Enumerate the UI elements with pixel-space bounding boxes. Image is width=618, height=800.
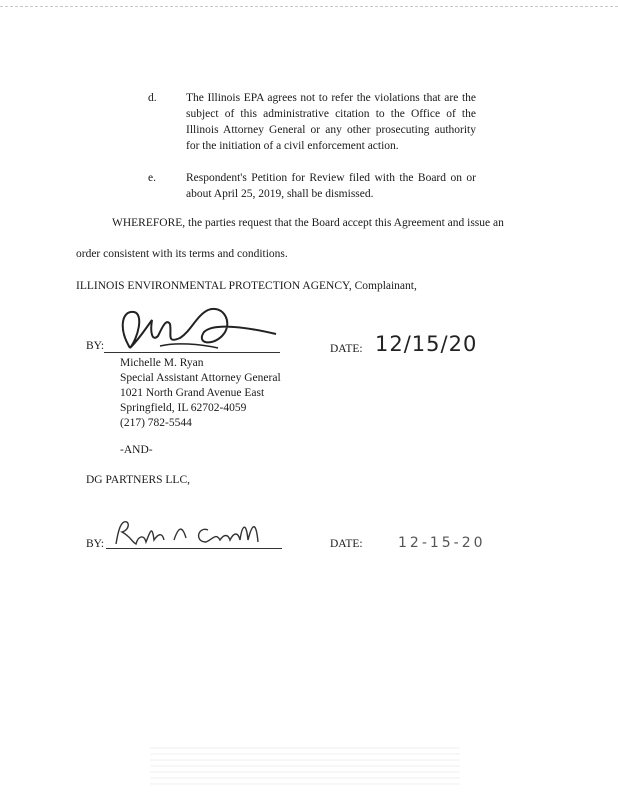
wherefore-line-2: order consistent with its terms and conditions. bbox=[76, 248, 288, 260]
signatory-title: Special Assistant Attorney General bbox=[120, 372, 281, 384]
complainant-date-label: DATE: bbox=[330, 343, 363, 355]
respondent-by-label: BY: bbox=[86, 538, 105, 550]
complainant-signature-image bbox=[100, 298, 290, 362]
respondent-date-label: DATE: bbox=[330, 538, 363, 550]
complainant-heading: ILLINOIS ENVIRONMENTAL PROTECTION AGENCY, Complainant, bbox=[76, 280, 417, 292]
wherefore-line-1: WHEREFORE, the parties request that the Board accept this Agreement and issue an bbox=[112, 217, 504, 229]
respondent-heading: DG PARTNERS LLC, bbox=[86, 474, 190, 486]
respondent-signature-image bbox=[108, 510, 268, 554]
agreement-item-d bbox=[148, 90, 478, 160]
scan-artifact-line bbox=[0, 6, 618, 7]
item-letter: e. bbox=[148, 172, 156, 184]
complainant-date-value: 12/15/20 bbox=[375, 332, 478, 356]
item-letter: d. bbox=[148, 92, 157, 104]
item-text: Respondent's Petition for Review filed with the Board on or about April 25, 2019, shall be dismissed. bbox=[186, 172, 476, 200]
address-line-2: Springfield, IL 62702-4059 bbox=[120, 402, 247, 414]
complainant-signatory-block bbox=[120, 356, 281, 431]
phone-number: (217) 782-5544 bbox=[120, 417, 192, 429]
respondent-date-value: 12-15-20 bbox=[398, 535, 486, 551]
complainant-by-label: BY: bbox=[86, 340, 105, 352]
agreement-item-e bbox=[148, 170, 478, 206]
signatory-name: Michelle M. Ryan bbox=[120, 357, 204, 369]
item-text: The Illinois EPA agrees not to refer the violations that are the subject of this administrative citation to the Office of the Illinois Attorney General or any other prosecuting authority for the initiation of a civil enforcement action. bbox=[186, 92, 476, 152]
and-separator: -AND- bbox=[120, 444, 153, 456]
scan-smudge bbox=[150, 745, 460, 785]
address-line-1: 1021 North Grand Avenue East bbox=[120, 387, 265, 399]
